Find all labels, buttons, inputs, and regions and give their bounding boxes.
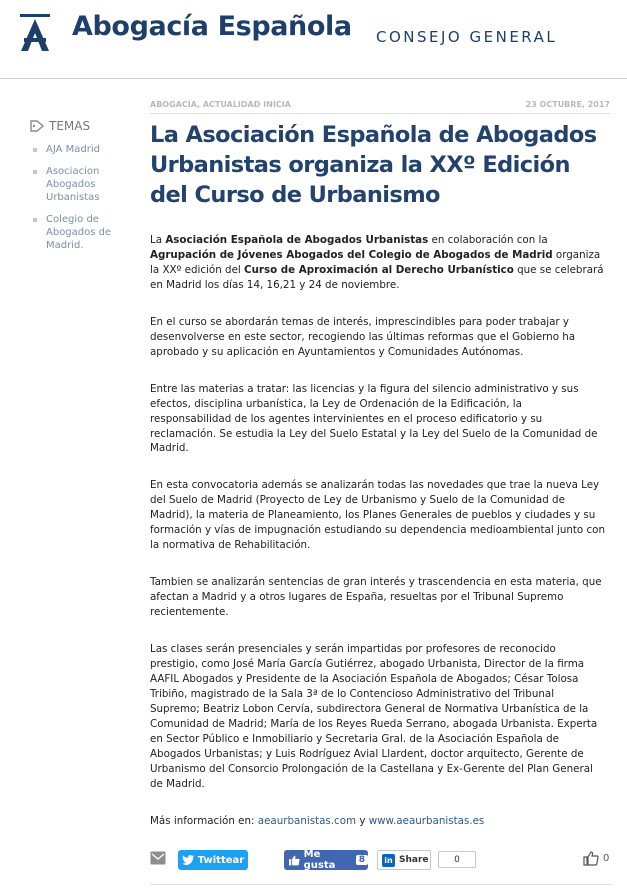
sidebar-topics [30, 119, 135, 261]
brand-name[interactable]: Abogacía Española [72, 11, 352, 42]
thumbs-up-outline-icon [583, 851, 599, 866]
intro-text-2: en colaboración con la [428, 234, 548, 246]
paragraph-topics: En el curso se abordarán temas de interés, imprescindibles para poder trabajar y desenvolverse en este sector, recogiendo las últimas reformas que el Gobierno ha aprobado y su aplicación en Ayuntamientos y Comunidades Autónomas. [150, 315, 576, 358]
facebook-like-button[interactable] [284, 850, 368, 870]
topic-item-colegio-abogados-madrid[interactable]: Colegio de Abogados de Madrid. [30, 213, 135, 252]
intro-bold-agrupacion: Agrupación de Jóvenes Abogados del Colegio de Abogados de Madrid [150, 248, 553, 261]
likes-count: 0 [603, 853, 610, 864]
more-info-label: Más información en: [150, 814, 258, 827]
article-categories[interactable]: ABOGACÍA, ACTUALIDAD INICIA [150, 100, 291, 109]
linkedin-share-label: Share [399, 855, 429, 865]
paragraph-subjects: Entre las materias a tratar: las licencias y la figura del silencio administrativo y sus efectos, disciplina urbanística, la Ley de Ordenación de la Edificación, la responsabilidad de los agentes intervinientes en el proceso edificatorio y su reclamación. Se estudia la Ley del Suelo Estatal y la Ley del Suelo de la Comunidad de Madrid. [150, 382, 598, 455]
paragraph-professors: Las clases serán presenciales y serán impartidas por profesores de reconocido prestigio, como José María García Gutiérrez, abogado Urbanista, Director de la firma AAFIL Abogados y Presidente de la Asociación Española de Abogados; César Tolosa Tribiño, magistrado de la Sala 3ª de lo Contencioso Administrativo del Tribunal Supremo; Beatriz Lobon Cervía, subdirectora General de Normativa Urbanística de la Comunidad de Madrid; María de los Reyes Rueda Serrano, abogada Urbanista. Experta en Sector Público e Inmobiliario y Secretaria Gral. de la Asociación Española de Abogados Urbanistas; y Luis Rodríguez Avial Llardent, doctor arquitecto, Gerente de Urbanismo del Consorcio Prolongación de la Castellana y Ex-Gerente del Plan General de Madrid. [150, 643, 598, 790]
meta-divider [150, 113, 610, 114]
intro-text-1: La [150, 234, 166, 246]
twitter-icon [182, 855, 194, 865]
link-www-aeaurbanistas-es[interactable]: www.aeaurbanistas.es [368, 814, 485, 827]
topics-list [30, 143, 135, 252]
share-divider [150, 884, 613, 885]
intro-text-3: organiza la XXº edición del [150, 248, 601, 276]
twitter-share-button[interactable] [178, 850, 248, 870]
topic-item-aja-madrid[interactable]: AJA Madrid [30, 143, 135, 156]
brand-subtitle: CONSEJO GENERAL [376, 28, 558, 46]
facebook-like-count: 8 [356, 855, 368, 865]
topic-item-asociacion-abogados-urbanistas[interactable]: Asociacion Abogados Urbanistas [30, 165, 135, 204]
facebook-like-label: Me gusta [303, 849, 336, 871]
more-info-separator: y [356, 814, 369, 827]
abogacia-logo-icon[interactable] [20, 14, 50, 52]
site-header [0, 0, 627, 79]
paragraph-sentences: Tambien se analizarán sentencias de gran interés y trascendencia en esta materia, que afectan a Madrid y a otros lugares de España, resueltas por el Tribunal Supremo recientemente. [150, 576, 602, 619]
linkedin-icon: in [382, 854, 395, 867]
article-date: 23 OCTUBRE, 2017 [525, 100, 610, 109]
article-meta [150, 100, 610, 112]
linkedin-share-button[interactable] [377, 850, 431, 870]
thumbs-up-icon [289, 855, 300, 866]
topics-heading-label: TEMAS [49, 119, 91, 133]
paragraph-more-info [150, 814, 606, 829]
link-aeaurbanistas-com[interactable]: aeaurbanistas.com [257, 814, 357, 827]
tag-icon [30, 120, 44, 132]
share-bar [150, 850, 613, 872]
likes-counter[interactable] [583, 851, 609, 866]
email-icon[interactable] [150, 851, 166, 865]
linkedin-share-count: 0 [438, 851, 476, 868]
intro-bold-association: Asociación Española de Abogados Urbanistas [165, 234, 429, 246]
article-title: La Asociación Española de Abogados Urbanistas organiza la XXº Edición del Curso de Urbanismo [150, 122, 597, 208]
article-body [150, 233, 606, 851]
intro-text-4: que se celebrará en Madrid los días 14, 16,21 y 24 de noviembre. [150, 263, 604, 291]
topics-heading [30, 119, 135, 133]
paragraph-novelties: En esta convocatoria además se analizarán todas las novedades que trae la nueva Ley del Suelo de Madrid (Proyecto de Ley de Urbanismo y Suelo de la Comunidad de Madrid), la materia de Planeamiento, los Planes Generales de pueblos y ciudades y su formación y vías de impugnación estudiando su dependencia medioambiental junto con la normativa de Rehabilitación. [150, 479, 605, 552]
paragraph-intro [150, 233, 606, 293]
twitter-share-label: Twittear [197, 854, 245, 866]
intro-bold-course: Curso de Aproximación al Derecho Urbanístico [244, 263, 514, 276]
